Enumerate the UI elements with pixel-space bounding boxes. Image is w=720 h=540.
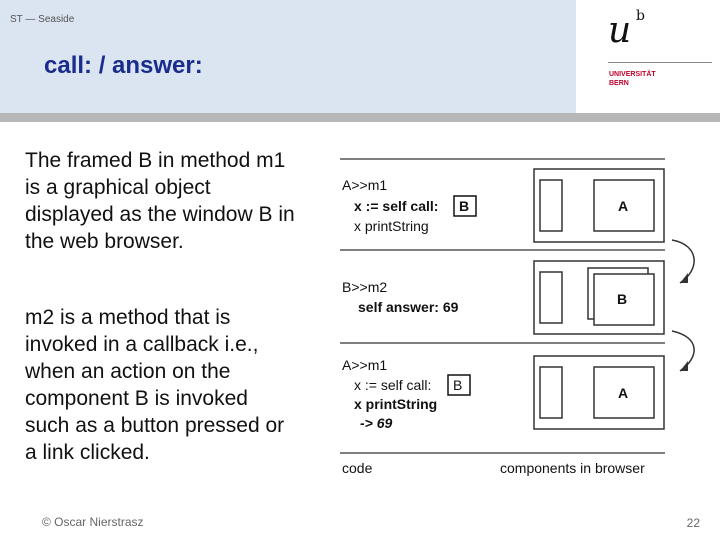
row1-line1: x := self call: [354, 198, 439, 214]
logo-divider [608, 62, 712, 63]
row3-line3: -> 69 [360, 415, 393, 431]
university-logo [576, 0, 720, 113]
row2-method: B>>m2 [342, 279, 388, 295]
row1-boxed: B [459, 198, 470, 214]
row3-boxed: B [453, 377, 463, 393]
row2-comp-label: B [617, 291, 628, 307]
row2-line1: self answer: 69 [358, 299, 459, 315]
header-rule [0, 113, 720, 122]
slide-title: call: / answer: [44, 52, 203, 79]
slide-header [0, 0, 576, 113]
logo-university: UNIVERSITÄT [609, 71, 656, 78]
call-answer-diagram [322, 145, 712, 490]
paragraph-1: The framed B in method m1 is a graphical object displayed as the window B in the web browser. [25, 149, 295, 253]
logo-b: b [636, 8, 645, 24]
page-number: 22 [686, 516, 700, 530]
copyright: © Oscar Nierstrasz [42, 515, 144, 529]
row3-line1: x := self call: [354, 377, 432, 393]
course-label: ST — Seaside [10, 14, 75, 25]
logo-text [609, 70, 656, 88]
row1-method: A>>m1 [342, 177, 388, 193]
logo-city: BERN [609, 80, 629, 87]
row1-line2: x printString [354, 218, 429, 234]
paragraph-2: m2 is a method that is invoked in a callback i.e., when an action on the component B is invoked such as a button pressed or a link clicked. [25, 306, 285, 464]
browser-label: components in browser [500, 460, 645, 476]
logo-u: u [608, 10, 632, 51]
row3-method: A>>m1 [342, 357, 388, 373]
code-label: code [342, 460, 373, 476]
row1-comp-label: A [618, 198, 629, 214]
row3-line2: x printString [354, 396, 438, 412]
diagram-svg [322, 145, 712, 490]
row3-comp-label: A [618, 385, 629, 401]
